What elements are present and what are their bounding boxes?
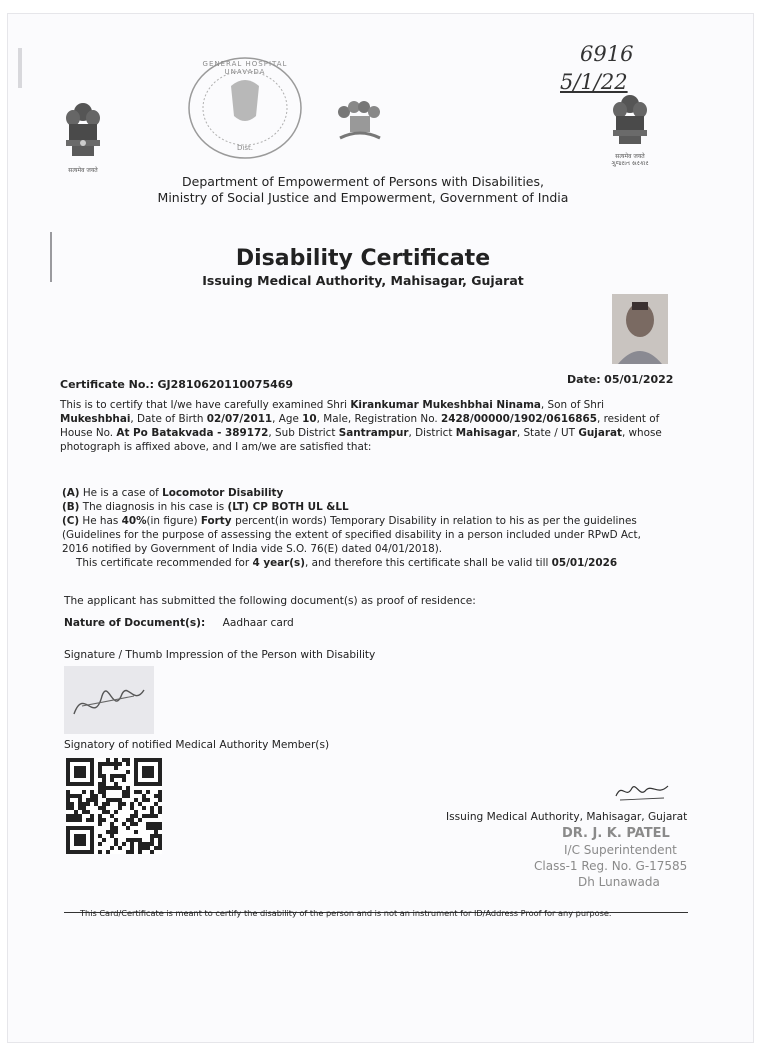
qr-module <box>114 830 118 834</box>
authority-signature <box>612 778 672 804</box>
condition-b: (B) The diagnosis in his case is (LT) CP BOTH UL &LL <box>62 501 349 513</box>
qr-module <box>78 818 82 822</box>
qr-module <box>138 850 142 854</box>
doctor-stamp-name: DR. J. K. PATEL <box>562 826 670 841</box>
qr-module <box>126 794 130 798</box>
state: Gujarat <box>578 427 622 439</box>
qr-module <box>118 806 122 810</box>
qr-module <box>122 778 126 782</box>
national-emblem-left <box>60 100 106 174</box>
qr-module <box>158 810 162 814</box>
date-value: 05/01/2022 <box>604 373 674 386</box>
lion-capital-icon <box>60 100 106 162</box>
qr-finder <box>74 834 86 846</box>
department-line-2: Ministry of Social Justice and Empowerment, Government of India <box>157 190 569 205</box>
qr-module <box>142 806 146 810</box>
house-address: At Po Batakvada - 389172 <box>116 427 269 439</box>
disability-percent-words: Forty <box>200 515 236 527</box>
date-of-birth: 02/07/2011 <box>206 413 273 425</box>
qr-module <box>158 826 162 830</box>
conditions-block <box>62 486 666 570</box>
doctor-stamp-title: I/C Superintendent <box>564 843 677 857</box>
hospital-stamp-inner: Dist. <box>237 144 253 152</box>
sub-district: Santrampur <box>338 427 409 439</box>
emblem-caption: ગુજરાત સરકાર <box>611 160 649 167</box>
certificate-number-value: GJ2810620110075469 <box>157 378 294 391</box>
signature-box <box>64 666 154 734</box>
valid-till: 05/01/2026 <box>551 557 618 569</box>
qr-module <box>126 826 130 830</box>
condition-a: (A) He is a case of Locomotor Disability <box>62 487 284 499</box>
person-name: Kirankumar Mukeshbhai Ninama <box>350 399 541 411</box>
qr-module <box>138 818 142 822</box>
certificate-subtitle: Issuing Medical Authority, Mahisagar, Gujarat <box>202 273 524 288</box>
qr-code <box>66 758 162 854</box>
qr-module <box>98 822 102 826</box>
binder-mark <box>18 48 22 88</box>
emblem-caption: सत्यमेव जयते <box>615 153 645 160</box>
signature-scribble <box>64 666 154 734</box>
handwritten-date: 5/1/22 <box>560 70 628 94</box>
certificate-title: Disability Certificate <box>235 246 491 271</box>
district: Mahisagar <box>455 427 517 439</box>
qr-module <box>90 818 94 822</box>
national-emblem-right <box>605 92 655 168</box>
certificate-number-label: Certificate No.: <box>60 378 154 391</box>
footer-disclaimer: This Card/Certificate is meant to certify the disability of the person and is not an instrument for ID/Address Proof for any purpose. <box>80 908 612 918</box>
qr-module <box>146 790 150 794</box>
qr-module <box>134 830 138 834</box>
qr-module <box>114 810 118 814</box>
age: 10 <box>302 413 317 425</box>
emblem-caption: सत्यमेव जयते <box>68 167 98 174</box>
qr-module <box>102 818 106 822</box>
validity-line: This certificate recommended for 4 year(s), and therefore this certificate shall be valid till 05/01/2026 <box>76 557 618 569</box>
qr-module <box>150 850 154 854</box>
qr-module <box>118 846 122 850</box>
qr-module <box>114 766 118 770</box>
qr-module <box>130 850 134 854</box>
qr-module <box>126 762 130 766</box>
qr-module <box>86 802 90 806</box>
disability-type: Locomotor Disability <box>162 487 284 499</box>
nature-of-document <box>64 616 294 630</box>
qr-module <box>154 814 158 818</box>
handwritten-number: 6916 <box>580 42 634 66</box>
diagnosis: (LT) CP BOTH UL &LL <box>227 501 349 513</box>
gujarat-logo-icon <box>330 98 390 148</box>
qr-finder <box>74 766 86 778</box>
validity-years: 4 year(s) <box>252 557 305 569</box>
qr-module <box>98 850 102 854</box>
qr-module <box>158 846 162 850</box>
qr-module <box>102 838 106 842</box>
date-label: Date: <box>567 373 601 386</box>
applicant-photo <box>612 294 668 364</box>
qr-module <box>126 770 130 774</box>
hospital-stamp-text: GENERAL HOSPITAL UNAVADA <box>202 60 288 76</box>
qr-module <box>106 802 110 806</box>
qr-module <box>134 822 138 826</box>
disability-percent: 40% <box>121 515 147 527</box>
issuing-authority: Issuing Medical Authority, Mahisagar, Gujarat <box>446 811 688 823</box>
qr-module <box>114 818 118 822</box>
doctor-stamp <box>530 826 720 890</box>
department-line-1: Department of Empowerment of Persons with Disabilities, <box>182 174 544 189</box>
lion-capital-icon <box>605 92 655 148</box>
condition-c: (C) He has 40%(in figure) Forty percent(in words) Temporary Disability in relation to his as per the guidelines (Guidelines for the purpose of assessing the extent of specified disability in a person included under RPwD Act, 2016 notified by Government of India vide S.O. 76(E) dated 04/01/2018). <box>62 515 641 555</box>
doctor-stamp-reg: Class-1 Reg. No. G-17585 <box>534 859 688 873</box>
residence-proof-line: The applicant has submitted the following document(s) as proof of residence: <box>64 595 476 607</box>
qr-finder <box>142 766 154 778</box>
qr-module <box>98 842 102 846</box>
qr-module <box>146 798 150 802</box>
qr-module <box>158 798 162 802</box>
nature-value: Aadhaar card <box>222 617 294 629</box>
qr-module <box>82 790 86 794</box>
signature-label: Signature / Thumb Impression of the Person with Disability <box>64 649 376 661</box>
doctor-stamp-place: Dh Lunawada <box>578 875 660 889</box>
hospital-stamp <box>186 56 304 160</box>
certification-paragraph: This is to certify that I/we have carefully examined Shri Kirankumar Mukeshbhai Ninama, Son of Shri Mukeshbhai, Date of Birth 02/07/2011, Age 10, Male, Registration No. 2428/00000/1902/0616865, resident of House No. At Po Batakvada - 389172, Sub District Santrampur, District Mahisagar, State / UT Gujarat, whose photograph is affixed above, and I am/we are satisfied that: <box>60 399 662 453</box>
qr-module <box>118 762 122 766</box>
signatory-label: Signatory of notified Medical Authority Member(s) <box>64 739 330 751</box>
qr-module <box>122 802 126 806</box>
father-name: Mukeshbhai <box>60 413 131 425</box>
certificate-date <box>567 373 673 387</box>
qr-module <box>122 842 126 846</box>
nature-label: Nature of Document(s): <box>64 617 206 629</box>
qr-module <box>106 850 110 854</box>
registration-number: 2428/00000/1902/0616865 <box>440 413 597 425</box>
certificate-number <box>60 378 293 392</box>
qr-module <box>110 846 114 850</box>
